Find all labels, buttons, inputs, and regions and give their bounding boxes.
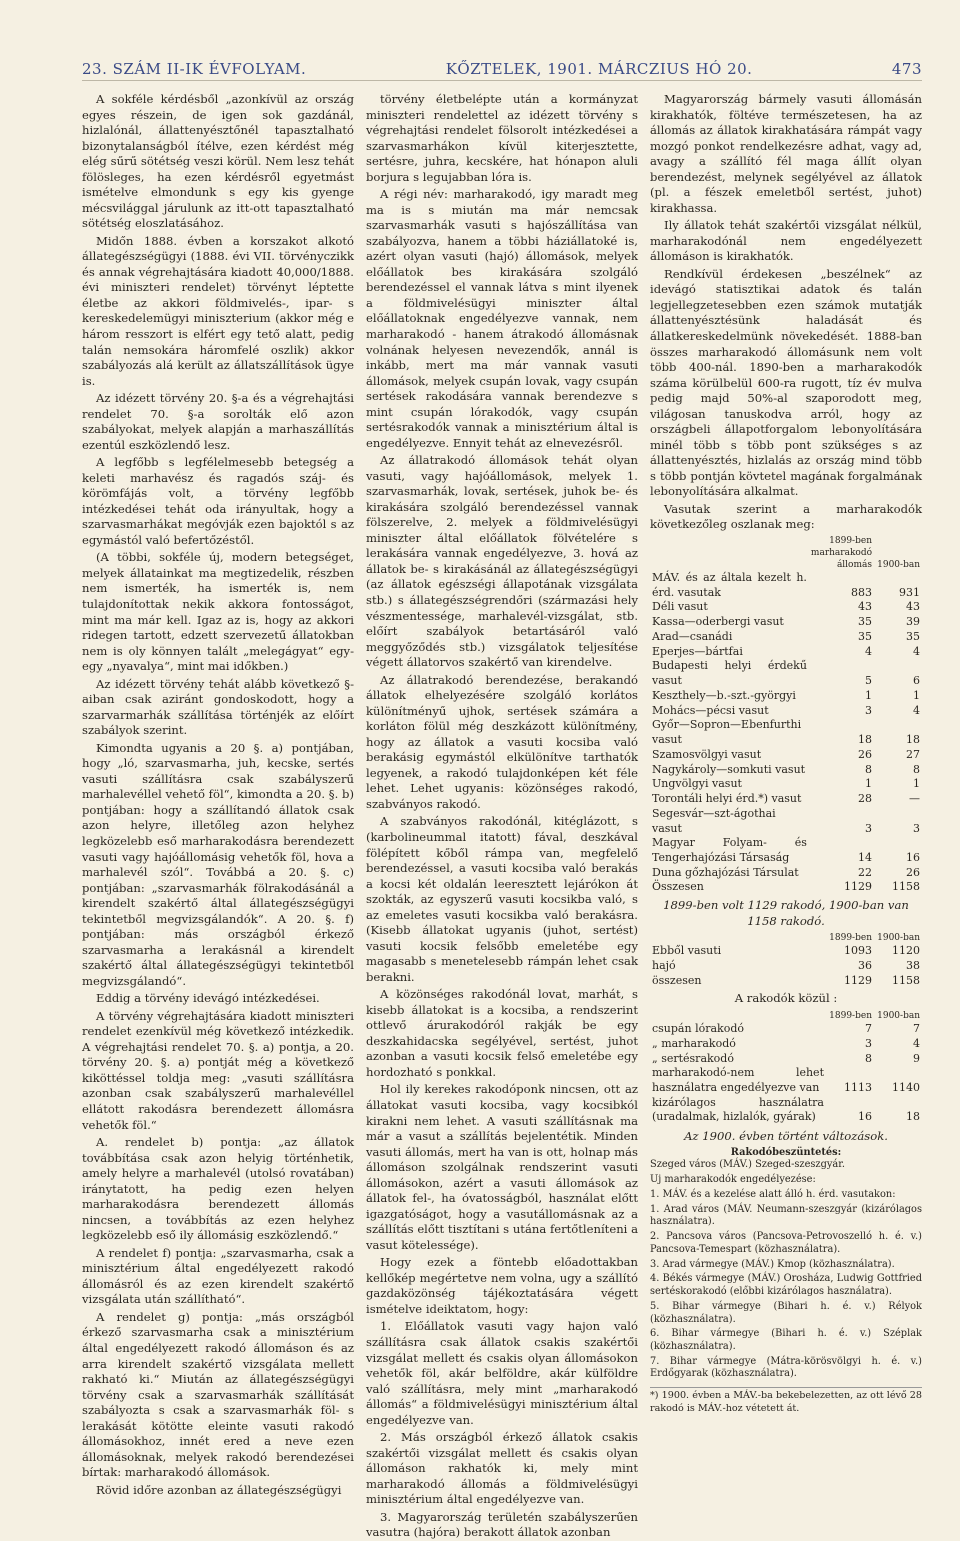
totals-row xyxy=(650,959,922,974)
row-value: 3 xyxy=(865,1036,872,1050)
row-value: — xyxy=(909,792,920,806)
railway-row xyxy=(650,718,922,747)
loading-types-table xyxy=(650,1010,922,1125)
row-value: 3 xyxy=(865,703,872,717)
row-value: 28 xyxy=(858,792,872,806)
paragraph: Hogy ezek a föntebb előadottakban kellőkép megértetve nem volna, ugy a szállító gazdaközönség tájékoztatására végett ismételve ideiktatom, hogy: xyxy=(366,1255,638,1316)
row-value: 4 xyxy=(913,703,920,717)
row-label: Szamosvölgyi vasut xyxy=(652,747,762,761)
row-value: 16 xyxy=(906,850,920,864)
row-value: 931 xyxy=(899,585,920,599)
railway-row xyxy=(650,763,922,778)
totals-row xyxy=(650,944,922,959)
row-value: 3 xyxy=(913,821,920,835)
column-2 xyxy=(366,92,638,1540)
paragraph: Az állatrakodó berendezése, berakandó állatok elhelyezésére szolgáló korlátos különítményű ujhok, sertések számára a korláton fölül még deszkázott különítmény, hogy az állatok a vasuti kocsiba való berakásig egymástól elkülönítve tarthatók legyenek, a rakodó tulajdonképen két féle lehet. Lehet ugyanis: közönséges rakodó, szabványos rakodó. xyxy=(366,672,638,811)
row-value: 1 xyxy=(865,777,872,791)
paragraph: Eddig a törvény idevágó intézkedései. xyxy=(96,991,320,1006)
paragraph: Az idézett törvény 20. §-a és a végrehajtási rendelet 70. §-a sorolták elő azon szabályokat, melyek alapján a marhaszállítás ezentúl eszközlendő lesz. xyxy=(82,391,354,452)
paragraph: A régi név: marharakodó, igy maradt meg ma is s miután ma már nemcsak szarvasmarhák vasuti s hajószállítása van szabályozva, hanem a többi háziállatoké is, azért olyan vasuti (hajó) állomások, melyek előállatok bes kirakására szolgáló berendezéssel el vannak látva s mint ilyenek a földmivelésügyi miniszter által előállatoknak engedélyezve vannak, nem marharakodó - hanem átrakodó állomásnak volnának helyesen nevezendők, annál is inkább, mert ma már vannak vasuti állomások, melyek csupán lovak, vagy csupán sertések rakodására vannak berendezve s mint csupán lórakodók, vagy csupán sertésrakodók vannak a minisztérium által is engedélyezve. Ennyit tehát az elnevezésről. xyxy=(366,187,638,450)
row-label: Keszthely—b.-szt.-györgyi xyxy=(652,688,796,702)
paragraph: A legfőbb s legfélelmesebb betegség a keleti marhavész és ragadós száj- és körömfájás volt, a törvény legfőbb intézkedései tehát oda irányultak, hogy a szarvasmarhákat megóvják ezen bajoktól s az egymástól való befertőzéstől. xyxy=(82,455,354,547)
paragraph: Az idézett törvény tehát alább következő §-aiban csak aziránt gondoskodott, hogy a szarvarmarhák szállítása történjék az előírt szabályok szerint. xyxy=(82,676,354,738)
paragraph: Midőn 1888. évben a korszakot alkotó állategészségügyi (1888. évi VII. törvényczikk és annak végrehajtására kiadott 40,000/1888. évi miniszteri rendelet) törvényt léptette életbe az akkori földmivelés-, ipar- s kereskedelemügyi miniszterium (akkor még e három resszort is elfért egy tető alatt, pedig talán nemsokára háromfelé oszlik) akkor szabályozás alá került az állatszállítások ügye is. xyxy=(82,233,354,388)
table-head-1899: 1899-ben marharakodó állomás xyxy=(810,535,873,570)
type-row xyxy=(650,1066,922,1095)
row-label: Összesen xyxy=(652,880,704,894)
paragraph: Magyarország bármely vasuti állomásán kirakhatók, föltéve természetesen, ha az állomás az állatok kirakhatására rámpát vagy mozgó ponkot rendelkezésre adhat, vagy ad, avagy a szállító fél maga állít olyan berendezést, melynek segélyével az állatok (pl. a fészek emeletből sertést, juhot) kirakhassa. xyxy=(650,92,922,215)
row-value: 1158 xyxy=(892,880,920,894)
paragraph: Ily állatok tehát szakértői vizsgálat nélkül, marharakodónál nem engedélyezett állomáson is kirakhatók. xyxy=(650,218,922,264)
row-value: 18 xyxy=(858,733,872,747)
row-value: 8 xyxy=(865,762,872,776)
column-3-intro xyxy=(650,92,922,533)
row-value: 1140 xyxy=(892,1081,920,1094)
railway-row xyxy=(650,659,922,688)
paragraph: Rövid időre azonban az állategészségügyi xyxy=(96,1482,342,1497)
row-value: 1129 xyxy=(844,880,872,894)
row-label: Torontáli helyi érd.*) vasut xyxy=(652,792,802,806)
paragraph: A törvény végrehajtására kiadott miniszteri rendelet ezenkívül még következő intézkedik. A végrehajtási rendelet 70. §. a) pontja, a 20. törvény 20. §. a) pontját még a következő kiköttéssel toldja meg: „vasuti szállításra azonban csak szabályszerű marhalevéllel ellátott rakodásra berendezett állomásra vehetők föl.“ xyxy=(82,1008,354,1132)
railway-row xyxy=(650,792,922,807)
row-label: csupán lórakodó xyxy=(652,1022,744,1036)
row-value: 4 xyxy=(913,1036,920,1050)
type-row xyxy=(650,1037,922,1052)
row-label: összesen xyxy=(652,973,702,987)
row-label: Magyar Folyam- és Tengerhajózási Társaság xyxy=(652,836,807,864)
row-label: „ sertésrakodó xyxy=(652,1051,734,1065)
row-value: 4 xyxy=(865,644,872,658)
row-value: 26 xyxy=(906,865,920,879)
row-label: marharakodó-nem lehet használatra engedélyezve van xyxy=(652,1066,824,1094)
type-row xyxy=(650,1052,922,1067)
table-head-1900: 1900-ban xyxy=(877,559,920,570)
row-value: 1093 xyxy=(844,944,872,958)
railway-row xyxy=(650,645,922,660)
closure-item: 1. MÁV. és a kezelése alatt álló h. érd. vasutakon: xyxy=(650,1188,896,1200)
row-label: Duna gőzhajózási Társulat xyxy=(652,865,799,879)
closure-item: Uj marharakodók engedélyezése: xyxy=(650,1174,816,1186)
row-value: 8 xyxy=(913,762,920,776)
type-row xyxy=(650,1022,922,1037)
row-value: 39 xyxy=(906,615,920,629)
closure-item: 3. Arad vármegye (MÁV.) Kmop (közhasználatra). xyxy=(650,1258,895,1270)
closure-item: 2. Pancsova város (Pancsova-Petrovoszelló h. é. v.) Pancsova-Temespart (közhasználatra). xyxy=(650,1231,922,1255)
closure-item: 5. Bihar vármegye (Bihari h. é. v.) Rélyok (közhasználatra). xyxy=(650,1300,922,1325)
row-label: Eperjes—bártfai xyxy=(652,644,743,658)
row-value: 1 xyxy=(865,688,872,702)
railway-row xyxy=(650,777,922,792)
row-value: 43 xyxy=(906,600,920,614)
row-value: 35 xyxy=(858,615,872,629)
paragraph: 2. Más országból érkező állatok csakis szakértői vizsgálat mellett és csakis olyan állomáson rakhatók ki, mely mint marharakodó állomás a földmivelésügyi minisztérium által engedélyezve van. xyxy=(366,1430,638,1507)
footnote: *) 1900. évben a MÁV.-ba bekebelezetten, az ott lévő 28 rakodó is MÁV.-hoz vétetett át. xyxy=(650,1387,922,1416)
row-value: 3 xyxy=(865,821,872,835)
row-value: 22 xyxy=(858,865,872,879)
paragraph: 1. Előállatok vasuti vagy hajon való szállításra csak állatok csakis szakértői vizsgálat mellett és csakis olyan állomásokon vehetők föl, akár belföldre, akár külföldre való szállításra, mely mint „marharakodó állomás“ a földmivelésügyi minisztérium által engedélyezve van. xyxy=(366,1319,638,1427)
totals-row xyxy=(650,974,922,989)
row-value: 1 xyxy=(913,777,920,791)
railway-row xyxy=(650,866,922,881)
row-label: Budapesti helyi érdekű vasut xyxy=(652,659,807,688)
publication-date: KŐZTELEK, 1901. MÁRCZIUS HÓ 20. xyxy=(445,60,753,78)
row-value: 1113 xyxy=(844,1081,872,1094)
row-label: Kassa—oderbergi vasut xyxy=(652,615,784,629)
row-label: Győr—Sopron—Ebenfurthi vasut xyxy=(652,718,802,747)
paragraph: (A többi, sokféle új, modern betegséget, melyek állatainkat ma megtizedelik, részben nem ismerték, ha ismerték is, nem tulajdonítottak nekik akkora fontosságot, mint ma már kell. Igaz az is, hogy az akkori ridegen tartott, edzett szervezetű állatokban nem is oly könnyen talált „melegágyat“ egy-egy „nyavalya“, mint mai időkben.) xyxy=(82,550,354,674)
row-value: 1120 xyxy=(892,944,920,958)
types-head-1900: 1900-ban xyxy=(877,1011,920,1022)
paragraph: A. rendelet b) pontja: „az állatok továbbítása csak azon helyig történhetik, amely helyre a marhalevél (utolsó rovatában) iránytatott, ha pedig ezen helyen marharakodásra berendezett állomás nincsen, a továbbítás az ezen helyhez legközelebb eső ily állomásig eszközlendő.“ xyxy=(82,1135,354,1243)
row-label: MÁV. és az általa kezelt h. érd. vasutak xyxy=(652,571,807,599)
row-value: 9 xyxy=(913,1051,920,1065)
row-label: kizárólagos használatra (uradalmak, hizlalók, gyárak) xyxy=(652,1095,824,1124)
railway-row xyxy=(650,689,922,704)
row-value: 7 xyxy=(865,1022,872,1036)
page-number: 473 xyxy=(891,60,922,78)
row-value: 35 xyxy=(858,629,872,643)
paragraph: Kimondta ugyanis a 20 §. a) pontjában, hogy „ló, szarvasmarha, juh, kecske, sertés vasuti szállításra csak szabályszerű marhalevéllel vehető föl“, kimondta a 20. §. b) pontjában: hogy a szállítandó állatok csak azon helyre, illetőleg azon helyhez legközelebb eső marharakodásra berendezett vasuti vagy hajóállomásig vehetők föl, hova a marhalevél szól“. Továbbá a 20. §. c) pontjában: „szarvasmarhák fölrakodásánál a kirendelt szakértő által állategészségügyi tekintetből megvizsgálandók“. A 20. §. f) pontjában: más országból érkező szarvasmarha a lerakásnál a kirendelt szakértő által állategészségügyi tekintetből megvizsgálandó“. xyxy=(82,740,354,988)
type-row xyxy=(650,1096,922,1125)
row-label: „ marharakodó xyxy=(652,1036,736,1050)
paragraph: Rendkívül érdekesen „beszélnek“ az idevágó statisztikai adatok és talán legjellegzetesebben ezen számok mutatják állattenyésztésünk haladását és állatkereskedelmünk növekedését. 1888-ban összes marharakodó állomásunk nem volt több 400-nál. 1890-ben a marharakodók száma körülbelül 600-ra rugott, tíz év mulva pedig majd 50%-al szaporodott meg, világosan tanuskodva arról, hogy az országbeli állapotforgalom lebonyolítására minél több s több pont szükséges s az állattenyésztés, hizlalás az ország mind több s több pontján kövtetel magának forgalmának lebonyolítására alkalmat. xyxy=(650,266,922,499)
totals-table xyxy=(650,932,922,988)
column-3 xyxy=(650,92,922,1415)
row-value: 43 xyxy=(858,600,872,614)
paragraph: Az állatrakodó állomások tehát olyan vasuti, vagy hajóállomások, melyek 1. szarvasmarhák, lovak, sertések, juhok be- és kirakására szolgáló berendezéssel vannak fölszerelve, 2. melyek a földmivelésügyi miniszter által előállatok fölvételére s lerakására vannak engedélyezve, 3. hová az állatok be- s kirakásánál az állategészségügyi (az állatok egészségi állapotának vizsgálata stb.) s állategészségrendőri (származási hely vészmentessége, marhalevél-vizsgálat, stb. előírt szabályok betartásáról való meggyőződés stb.) vizsgálatok teljesítése végett állatorvos szakértő van kirendelve. xyxy=(366,453,638,670)
railway-row xyxy=(650,836,922,865)
paragraph: A rendelet f) pontja: „szarvasmarha, csak a minisztérium által engedélyezett rakodó állomásról és az ezen kirendelt szakértő vizsgálata után szállítható“. xyxy=(82,1245,354,1307)
row-label: hajó xyxy=(652,959,676,973)
row-value: 18 xyxy=(906,1110,920,1124)
closures-list xyxy=(650,1159,922,1381)
railway-row xyxy=(650,880,922,895)
paragraph: A sokféle kérdésből „azonkívül az ország egyes részein, de igen sok gazdánál, hizlalónál, állattenyésztőnél tapasztalható bizonytalanságból ítélve, ezen kérdést még elég sűrű sötétség veszi körül. Nem lesz tehát fölösleges, ha ezen kérdésről egyetmást ismételve elmondunk s egy kis gyenge mécsvilággal járulunk az itt-ott tapasztalható sötétség eloszlatásához. xyxy=(82,92,354,231)
closure-item: Szeged város (MÁV.) Szeged-szeszgyár. xyxy=(650,1159,845,1171)
railway-row xyxy=(650,600,922,615)
totals-head-1899: 1899-ben xyxy=(829,933,872,944)
row-value: 883 xyxy=(851,585,872,599)
railway-table xyxy=(650,535,922,895)
row-value: 1129 xyxy=(844,973,872,987)
row-label: Segesvár—szt-ágothai vasut xyxy=(652,806,776,835)
row-value: 26 xyxy=(858,747,872,761)
row-value: 4 xyxy=(913,644,920,658)
row-label: Arad—csanádi xyxy=(652,629,733,643)
paragraph: A rendelet g) pontja: „más országból érkező szarvasmarha csak a minisztérium által engedélyezett rakodó állomáson és az arra kirendelt szakértő vizsgálata mellett rakható ki.“ Miután az állategészségügyi törvény csak a szarvasmarhák szállítását szabályozta s csak a szarvasmarhák föl- s lerakását kötötte eleinte vasuti rakodó állomásokhoz, innét ered a neve ezen állomásoknak, melyek rakodó berendezései bírtak: marharakodó állomások. xyxy=(82,1309,354,1480)
row-label: Ungvölgyi vasut xyxy=(652,777,742,791)
closure-item: 1. Arad város (MÁV. Neumann-szeszgyár (kizárólagos használatra). xyxy=(650,1203,922,1228)
paragraph: 3. Magyarország területén szabályszerűen vasutra (hajóra) berakott állatok azonban xyxy=(366,1509,638,1540)
summary-line: 1899-ben volt 1129 rakodó, 1900-ban van 1158 rakodó. xyxy=(663,898,909,928)
row-value: 18 xyxy=(906,733,920,747)
row-label: Mohács—pécsi vasut xyxy=(652,703,769,717)
paragraph: A szabványos rakodónál, kitéglázott, s (karbolineummal itatott) fával, deszkával fölépített kőből rámpa van, megfelelő berendezéssel, a vasuti kocsiba való berakás a kocsi két oldalán leeresztett lejárókon át szokták, az egyszerű vasuti kocsikba való, s az emeletes vasuti kocsikba való berakásra. (Kisebb állatokat ugyanis (juhot, sertést) vasuti kocsik felsőbb emeletébe egy magasabb s menetelesebb rámpán lehet csak berakni. xyxy=(366,814,638,984)
railway-row xyxy=(650,571,922,600)
row-value: 5 xyxy=(865,674,872,688)
row-value: 7 xyxy=(913,1022,920,1036)
row-label: Déli vasut xyxy=(652,600,708,614)
row-value: 1 xyxy=(913,688,920,702)
row-value: 6 xyxy=(913,674,920,688)
row-value: 1158 xyxy=(892,973,920,987)
row-label: Nagykároly—somkuti vasut xyxy=(652,762,806,776)
railway-row xyxy=(650,615,922,630)
page-header xyxy=(82,60,922,81)
row-value: 8 xyxy=(865,1051,872,1065)
railway-row xyxy=(650,630,922,645)
changes-title: Az 1900. évben történt változások. xyxy=(684,1129,888,1144)
closure-item: 4. Békés vármegye (MÁV.) Orosháza, Ludwig Gottfried sertéskorakodó (előbbi kizárólagos használatra). xyxy=(650,1273,922,1298)
railway-row xyxy=(650,807,922,836)
row-value: 14 xyxy=(858,850,872,864)
closure-item: 6. Bihar vármegye (Bihari h. é. v.) Széplak (közhasználatra). xyxy=(650,1328,922,1353)
loading-types-title: A rakodók közül : xyxy=(734,991,838,1006)
railway-row xyxy=(650,704,922,719)
row-value: 27 xyxy=(906,747,920,761)
paragraph: A közönséges rakodónál lovat, marhát, s kisebb állatokat is a kocsiba, a rendszerint ottlevő árurakodóról rakják be egy deszkahidacska segélyével, sertést, juhot azonban a vasuti kocsik felső emeletébe egy hordozható s ponkkal. xyxy=(366,987,638,1079)
column-1 xyxy=(82,92,354,1497)
row-label: Ebből vasuti xyxy=(652,944,722,958)
paragraph: törvény életbelépte után a kormányzat miniszteri rendelettel az idézett törvény s végrehajtási rendelet fölsorolt intézkedései a szarvasmarhákon kívül kiterjesztette, sertésre, juhra, kecskére, hat hónapon aluli borjura s legujabban lóra is. xyxy=(366,92,638,184)
row-value: 16 xyxy=(858,1110,872,1124)
row-value: 36 xyxy=(858,959,872,973)
totals-head-1900: 1900-ban xyxy=(877,933,920,944)
row-value: 38 xyxy=(906,959,920,973)
text-columns xyxy=(82,92,922,1540)
closure-item: 7. Bihar vármegye (Mátra-körösvölgyi h. é. v.) Erdőgyarak (közhasználatra). xyxy=(650,1355,922,1380)
closures-title: Rakodóbeszüntetés: xyxy=(730,1146,842,1158)
row-value: 35 xyxy=(906,629,920,643)
paragraph: Hol ily kerekes rakodóponk nincsen, ott az állatokat vasuti kocsiba, vagy kocsibkól kirakni nem lehet. A vasuti szállításnak ma már a vasut a szállítás bejelentétik. Minden vasuti állomás, mert ha van is ott, holnap más állomáson szolgálnak rendszerint vasuti állomásokon, azért a vasuti állomások az állatok fel-, ha óvatosságból, használat előtt igazgatóságot, hogy a vasutállomásnak az a szállítás előtt tisztítani s utána fertőtleníteni a vasut kötelessége). xyxy=(366,1082,638,1252)
types-head-1899: 1899-ben xyxy=(829,1011,872,1022)
issue-label: 23. SZÁM II-IK ÉVFOLYAM. xyxy=(82,60,307,78)
paragraph: Vasutak szerint a marharakodók következőleg oszlanak meg: xyxy=(650,501,922,532)
railway-row xyxy=(650,748,922,763)
